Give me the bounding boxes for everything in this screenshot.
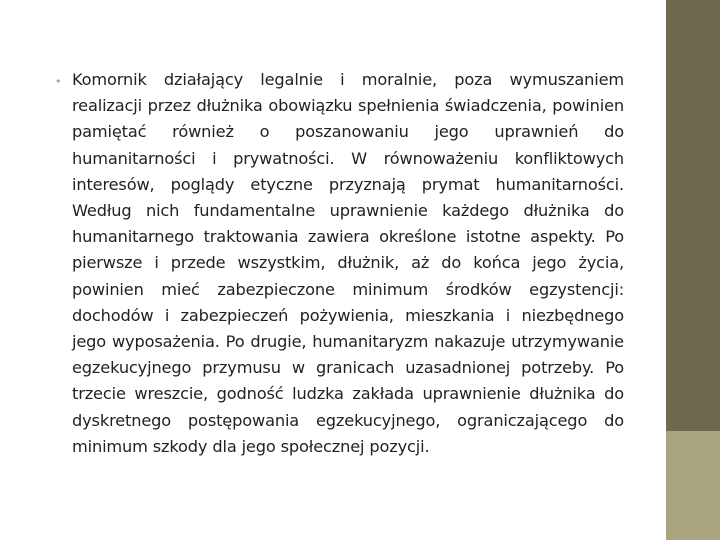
bullet-item (55, 67, 624, 460)
bullet-dot-icon: • (55, 75, 62, 88)
bullet-paragraph: Komornik działający legalnie i moralnie, poza wymuszaniem realizacji przez dłużnika obowiązku spełnienia świadczenia, powinien pamiętać również o poszanowaniu jego uprawnień do humanitarności i prywatności. W równoważeniu konfliktowych interesów, poglądy etyczne przyznają prymat humanitarności. Według nich fundamentalne uprawnienie każdego dłużnika do humanitarnego traktowania zawiera określone istotne aspekty. Po pierwsze i przede wszystkim, dłużnik, aż do końca jego życia, powinien mieć zabezpieczone minimum środków egzystencji: dochodów i zabezpieczeń pożywienia, mieszkania i niezbędnego jego wyposażenia. Po drugie, humanitaryzm nakazuje utrzymywanie egzekucyjnego przymusu w granicach uzasadnionej potrzeby. Po trzecie wreszcie, godność ludzka zakłada uprawnienie dłużnika do dyskretnego postępowania egzekucyjnego, ograniczającego do minimum szkody dla jego społecznej pozycji. (72, 70, 624, 456)
slide-content (55, 67, 624, 460)
decorative-sidebar-accent (666, 431, 720, 540)
